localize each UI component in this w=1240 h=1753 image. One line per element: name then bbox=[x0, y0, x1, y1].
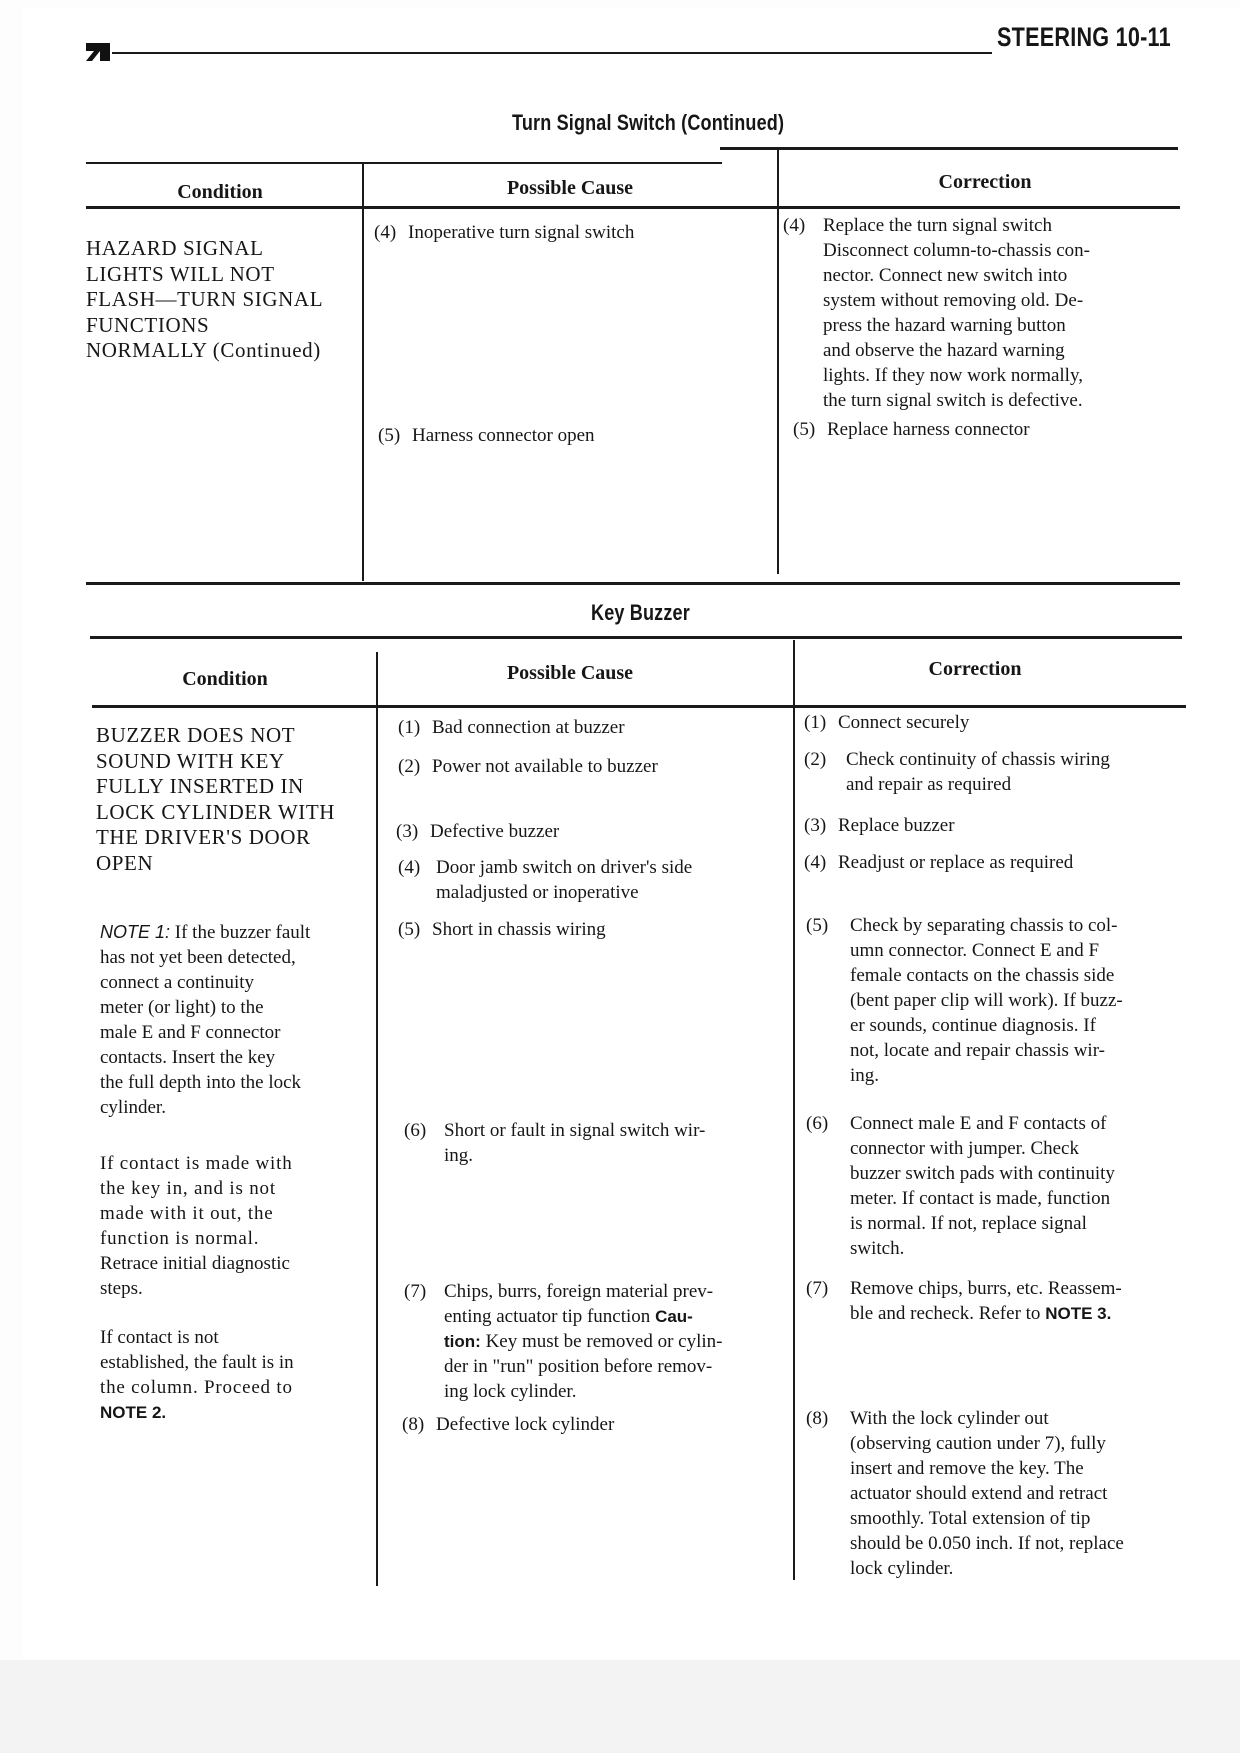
cause-text: Key must be removed or cylin- bbox=[485, 1331, 723, 1352]
correction-line: Connect male E and F contacts of bbox=[850, 1113, 1107, 1134]
correction-line: ble and recheck. Refer to bbox=[850, 1303, 1041, 1324]
note-line: meter (or light) to the bbox=[100, 997, 264, 1018]
table2-cause-8 bbox=[402, 1412, 794, 1437]
note-line: connect a continuity bbox=[100, 972, 255, 993]
note-line: function is normal. bbox=[100, 1228, 260, 1249]
table2-header-condition: Condition bbox=[182, 668, 268, 690]
correction-line: Check continuity of chassis wiring bbox=[846, 749, 1110, 770]
table1-col-divider-2 bbox=[777, 148, 779, 574]
correction-line: Remove chips, burrs, etc. Reassem- bbox=[850, 1278, 1122, 1299]
cause-number: (2) bbox=[398, 756, 421, 777]
correction-line: switch. bbox=[850, 1238, 905, 1259]
cause-text: Bad connection at buzzer bbox=[432, 717, 625, 738]
correction-line: is normal. If not, replace signal bbox=[850, 1213, 1087, 1234]
caution-label: Cau- bbox=[655, 1307, 693, 1326]
correction-line: connector with jumper. Check bbox=[850, 1138, 1079, 1159]
note-line: established, the fault is in bbox=[100, 1352, 294, 1373]
correction-line: (bent paper clip will work). If buzz- bbox=[850, 990, 1123, 1011]
table2-top-rule bbox=[90, 636, 1182, 639]
table1-bottom-rule bbox=[86, 582, 1180, 585]
condition-line: LOCK CYLINDER WITH bbox=[96, 799, 336, 824]
note-line: cylinder. bbox=[100, 1097, 166, 1118]
correction-line: Readjust or replace as required bbox=[838, 852, 1074, 873]
cause-number: (4) bbox=[374, 222, 397, 243]
table2-condition bbox=[96, 723, 374, 876]
cause-text: enting actuator tip function bbox=[444, 1306, 651, 1327]
condition-line: THE DRIVER'S DOOR bbox=[96, 825, 311, 849]
cause-text: Short or fault in signal switch wir- bbox=[444, 1120, 706, 1141]
correction-line: ing. bbox=[850, 1065, 880, 1086]
correction-line: lock cylinder. bbox=[850, 1558, 954, 1579]
note-line: If contact is made with bbox=[100, 1153, 293, 1174]
cause-text: Power not available to buzzer bbox=[432, 756, 658, 777]
table2-cause-3 bbox=[396, 819, 788, 844]
correction-line: Replace harness connector bbox=[827, 419, 1030, 440]
table1-header-cause: Possible Cause bbox=[506, 177, 634, 199]
table2-correction-1 bbox=[804, 710, 1194, 735]
cause-text: Short in chassis wiring bbox=[432, 919, 606, 940]
cause-number: (1) bbox=[398, 717, 421, 738]
correction-line: Replace the turn signal switch bbox=[823, 215, 1052, 236]
correction-number: (5) bbox=[793, 419, 816, 440]
correction-number: (1) bbox=[804, 712, 827, 733]
correction-number: (6) bbox=[806, 1113, 829, 1134]
note-contact-made bbox=[100, 1151, 375, 1301]
note-line: Retrace initial diagnostic bbox=[100, 1253, 290, 1274]
cause-number: (8) bbox=[402, 1414, 425, 1435]
note-contact-not-established bbox=[100, 1325, 375, 1425]
table1-condition bbox=[86, 236, 356, 364]
table1-cause-5 bbox=[378, 423, 776, 448]
caution-label: tion: bbox=[444, 1332, 481, 1351]
correction-line: meter. If contact is made, function bbox=[850, 1188, 1111, 1209]
correction-number: (2) bbox=[804, 749, 827, 770]
table2-header-rule bbox=[92, 705, 1186, 708]
correction-line: lights. If they now work normally, bbox=[823, 365, 1083, 386]
page-header-title: STEERING 10-11 bbox=[997, 22, 1171, 52]
table2-cause-5 bbox=[398, 917, 790, 942]
condition-line: HAZARD SIGNAL bbox=[86, 236, 264, 260]
condition-line: SOUND WITH KEY bbox=[96, 748, 285, 773]
correction-line: system without removing old. De- bbox=[823, 290, 1084, 311]
correction-line: and observe the hazard warning bbox=[823, 340, 1065, 361]
correction-line: not, locate and repair chassis wir- bbox=[850, 1040, 1105, 1061]
correction-line: Connect securely bbox=[838, 712, 970, 733]
header-rule bbox=[112, 52, 992, 54]
table1-correction-5 bbox=[793, 417, 1178, 442]
correction-line: Check by separating chassis to col- bbox=[850, 915, 1118, 936]
note-line: has not yet been detected, bbox=[100, 947, 296, 968]
cause-text: Chips, burrs, foreign material prev- bbox=[444, 1281, 714, 1302]
cause-text: maladjusted or inoperative bbox=[436, 882, 639, 903]
condition-line: FLASH—TURN SIGNAL bbox=[86, 287, 324, 311]
correction-line: With the lock cylinder out bbox=[850, 1408, 1049, 1429]
cause-text: Inoperative turn signal switch bbox=[408, 222, 635, 243]
correction-line: female contacts on the chassis side bbox=[850, 965, 1115, 986]
note-line: contacts. Insert the key bbox=[100, 1047, 276, 1068]
note-3-reference: NOTE 3. bbox=[1045, 1304, 1112, 1323]
cause-text: der in "run" position before remov- bbox=[444, 1356, 713, 1377]
table1-header-correction: Correction bbox=[938, 171, 1032, 193]
correction-line: and repair as required bbox=[846, 774, 1012, 795]
cause-number: (7) bbox=[404, 1281, 427, 1302]
cause-text: Harness connector open bbox=[412, 425, 595, 446]
correction-line: umn connector. Connect E and F bbox=[850, 940, 1100, 961]
correction-line: er sounds, continue diagnosis. If bbox=[850, 1015, 1096, 1036]
table2-header-cause: Possible Cause bbox=[506, 662, 634, 684]
condition-line: OPEN bbox=[96, 850, 154, 875]
correction-number: (7) bbox=[806, 1278, 829, 1299]
note-line: the key in, and is not bbox=[100, 1178, 276, 1199]
correction-line: should be 0.050 inch. If not, replace bbox=[850, 1533, 1124, 1554]
cause-text: Defective lock cylinder bbox=[436, 1414, 615, 1435]
table2-col-divider-2 bbox=[793, 640, 795, 1580]
table1-header-rule bbox=[86, 206, 1180, 209]
note-line: If contact is not bbox=[100, 1327, 219, 1348]
table2-cause-1 bbox=[398, 715, 790, 740]
correction-line: smoothly. Total extension of tip bbox=[850, 1508, 1091, 1529]
note-line: If the buzzer fault bbox=[174, 922, 311, 943]
correction-number: (4) bbox=[804, 852, 827, 873]
section-title-turn-signal: Turn Signal Switch (Continued) bbox=[512, 110, 785, 135]
correction-line: buzzer switch pads with continuity bbox=[850, 1163, 1115, 1184]
cause-text: ing. bbox=[444, 1145, 474, 1166]
note-line: made with it out, the bbox=[100, 1203, 274, 1224]
table1-col-divider-1 bbox=[362, 163, 364, 581]
condition-line: FULLY INSERTED IN bbox=[96, 774, 304, 798]
table2-correction-4 bbox=[804, 850, 1194, 875]
condition-line: LIGHTS WILL NOT bbox=[86, 261, 275, 286]
correction-number: (8) bbox=[806, 1408, 829, 1429]
correction-line: press the hazard warning button bbox=[823, 315, 1066, 336]
correction-line: Disconnect column-to-chassis con- bbox=[823, 240, 1090, 261]
correction-line: Replace buzzer bbox=[838, 815, 955, 836]
table2-col-divider-1 bbox=[376, 652, 378, 1586]
cause-number: (6) bbox=[404, 1120, 427, 1141]
corner-marker-icon bbox=[86, 43, 110, 61]
cause-number: (3) bbox=[396, 821, 419, 842]
table2-header-correction: Correction bbox=[928, 658, 1022, 680]
table2-correction-3 bbox=[804, 813, 1194, 838]
correction-line: actuator should extend and retract bbox=[850, 1483, 1108, 1504]
condition-line: FUNCTIONS bbox=[86, 312, 210, 337]
condition-line: BUZZER DOES NOT bbox=[96, 723, 296, 747]
correction-line: insert and remove the key. The bbox=[850, 1458, 1084, 1479]
correction-line: nector. Connect new switch into bbox=[823, 265, 1068, 286]
correction-number: (4) bbox=[783, 215, 806, 236]
correction-number: (3) bbox=[804, 815, 827, 836]
cause-text: ing lock cylinder. bbox=[444, 1381, 577, 1402]
table1-header-condition: Condition bbox=[177, 181, 263, 203]
note-line: the column. Proceed to bbox=[100, 1377, 293, 1398]
table1-top-rule bbox=[720, 147, 1178, 150]
cause-text: Door jamb switch on driver's side bbox=[436, 857, 693, 878]
note-1-label: NOTE 1: bbox=[100, 922, 171, 942]
table1-cause-4 bbox=[374, 220, 772, 245]
note-line: steps. bbox=[100, 1278, 143, 1299]
section-title-key-buzzer: Key Buzzer bbox=[591, 600, 690, 625]
cause-number: (4) bbox=[398, 857, 421, 878]
table1-top-rule-left bbox=[86, 162, 722, 164]
scan-bottom-band bbox=[0, 1660, 1240, 1753]
note-1 bbox=[100, 920, 375, 1120]
note-line: male E and F connector bbox=[100, 1022, 281, 1043]
correction-line: (observing caution under 7), fully bbox=[850, 1433, 1106, 1454]
note-line: the full depth into the lock bbox=[100, 1072, 302, 1093]
table2-cause-2 bbox=[398, 754, 790, 779]
condition-line: NORMALLY (Continued) bbox=[86, 338, 321, 362]
correction-line: the turn signal switch is defective. bbox=[823, 390, 1083, 411]
cause-text: Defective buzzer bbox=[430, 821, 560, 842]
cause-number: (5) bbox=[398, 919, 421, 940]
cause-number: (5) bbox=[378, 425, 401, 446]
correction-number: (5) bbox=[806, 915, 829, 936]
note-2-reference: NOTE 2. bbox=[100, 1403, 167, 1422]
